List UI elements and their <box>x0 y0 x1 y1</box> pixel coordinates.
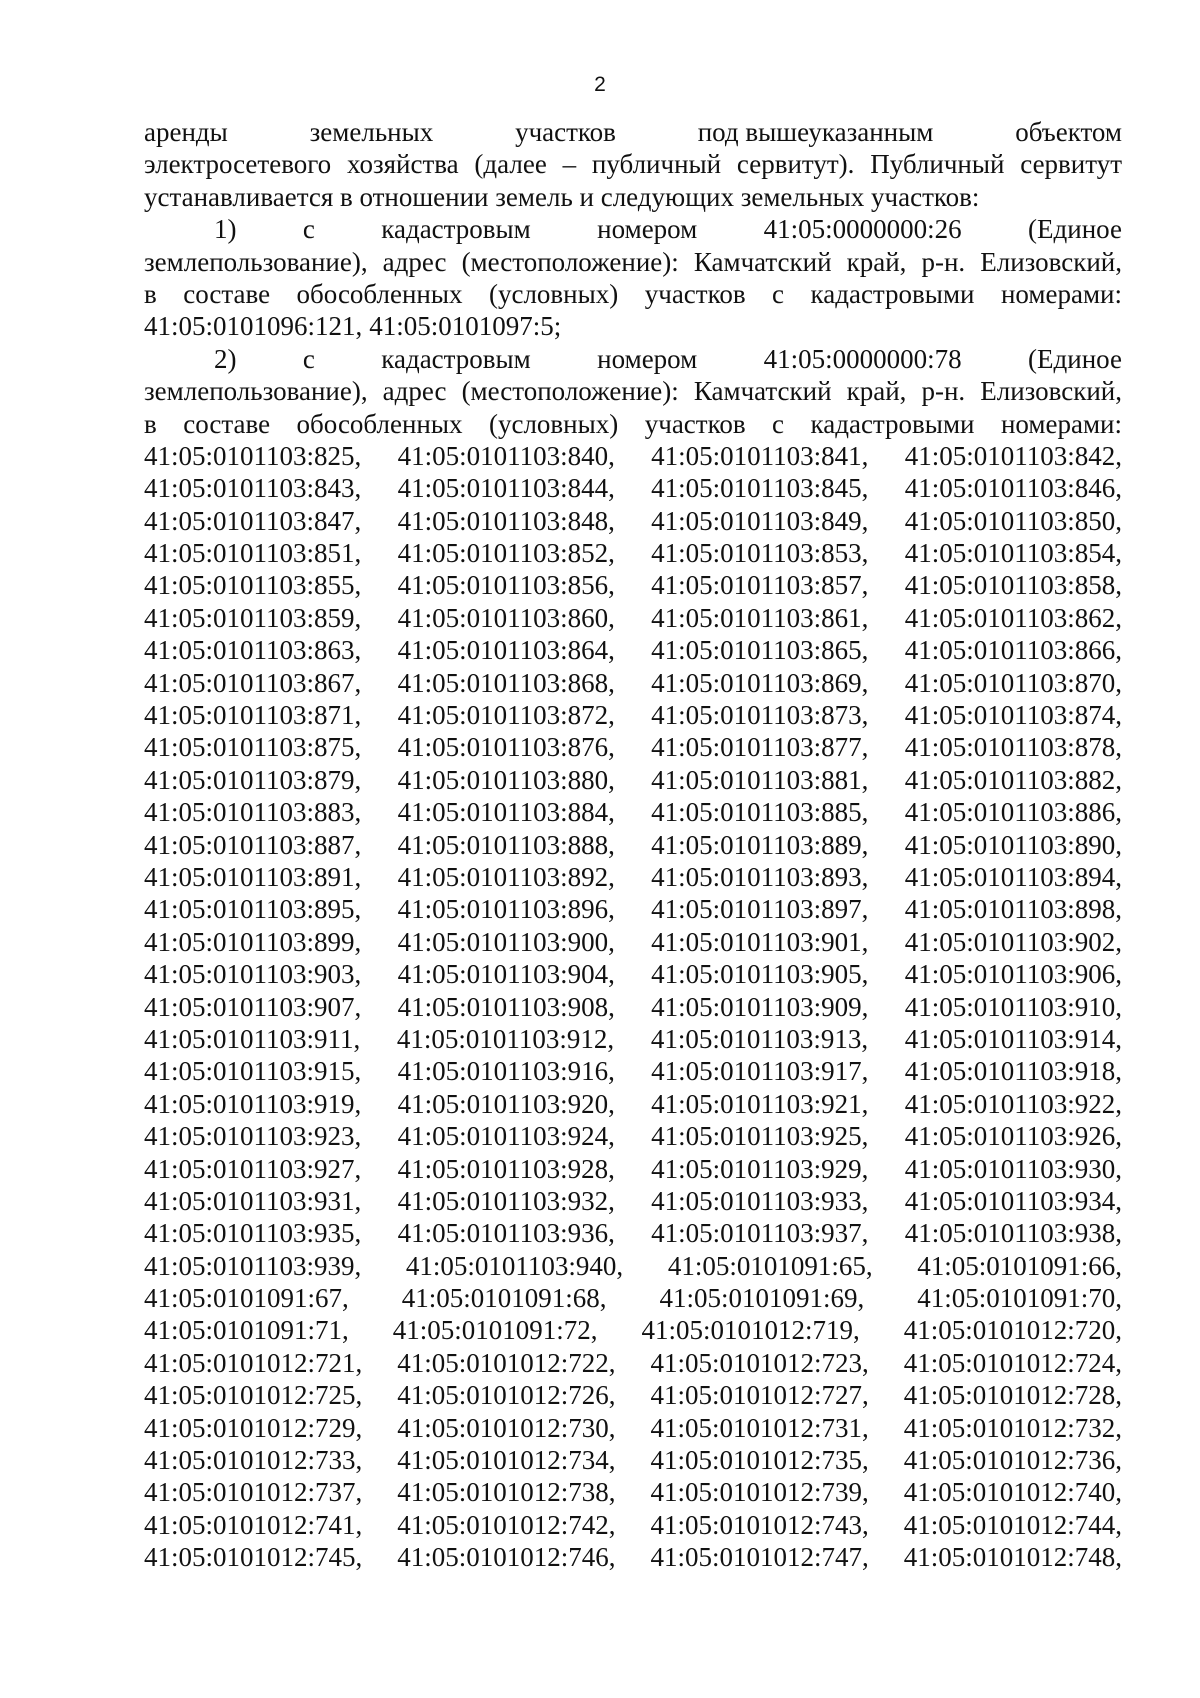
word: с <box>302 343 315 374</box>
cadastral-number: 41:05:0101103:884, <box>397 797 615 828</box>
cadastral-number: 41:05:0101103:910, <box>904 991 1122 1022</box>
word: объектом <box>1015 117 1122 147</box>
cadastral-number: 41:05:0101103:940, <box>405 1250 624 1281</box>
cadastral-row <box>144 1055 1122 1087</box>
cadastral-row <box>144 1250 1122 1282</box>
cadastral-number: 41:05:0101103:855, <box>144 570 362 601</box>
cadastral-number: 41:05:0101103:919, <box>144 1088 362 1119</box>
cadastral-number: 41:05:0101103:854, <box>904 538 1122 569</box>
cadastral-row <box>144 1444 1122 1476</box>
cadastral-number: 41:05:0101103:890, <box>904 829 1122 860</box>
cadastral-number: 41:05:0101103:858, <box>904 570 1122 601</box>
item-number: 2) <box>214 343 237 374</box>
item-1-head <box>144 213 1122 245</box>
cadastral-number: 41:05:0101012:728, <box>903 1380 1122 1411</box>
cadastral-number: 41:05:0101012:737, <box>144 1477 363 1508</box>
cadastral-number: 41:05:0101103:881, <box>651 764 869 795</box>
word: (Единое <box>1028 343 1122 374</box>
cadastral-row <box>144 1153 1122 1185</box>
cadastral-number: 41:05:0101012:735, <box>650 1445 869 1476</box>
cadastral-row <box>144 667 1122 699</box>
word: (Единое <box>1028 214 1122 245</box>
cadastral-row <box>144 440 1122 472</box>
cadastral-number: 41:05:0101091:72, <box>392 1315 598 1346</box>
cadastral-row <box>144 1314 1122 1346</box>
cadastral-number: 41:05:0101012:739, <box>650 1477 869 1508</box>
word: аренды <box>144 117 228 147</box>
cadastral-number: 41:05:0101103:920, <box>397 1088 615 1119</box>
cadastral-number: 41:05:0101103:934, <box>904 1185 1122 1216</box>
cadastral-row <box>144 537 1122 569</box>
cadastral-row <box>144 764 1122 796</box>
cadastral-number: 41:05:0101103:880, <box>397 764 615 795</box>
cadastral-number: 41:05:0101103:896, <box>397 894 615 925</box>
cadastral-number: 41:05:0101103:891, <box>144 861 362 892</box>
cadastral-number: 41:05:0000000:26 <box>763 214 962 245</box>
cadastral-number: 41:05:0101012:724, <box>903 1347 1122 1378</box>
cadastral-number: 41:05:0101103:843, <box>144 473 362 504</box>
cadastral-number: 41:05:0101012:719, <box>641 1315 860 1346</box>
cadastral-row <box>144 1185 1122 1217</box>
cadastral-number: 41:05:0101103:918, <box>904 1056 1122 1087</box>
cadastral-number: 41:05:0101103:865, <box>651 635 869 666</box>
cadastral-row <box>144 796 1122 828</box>
cadastral-number: 41:05:0101103:859, <box>144 602 362 633</box>
text: устанавливается в отношении земель и следующих земельных участков: <box>144 181 980 212</box>
item-2-composition: в составе обособленных (условных) участков с кадастровыми номерами: <box>144 408 1122 439</box>
cadastral-number: 41:05:0101103:846, <box>904 473 1122 504</box>
cadastral-number: 41:05:0101103:888, <box>397 829 615 860</box>
cadastral-number: 41:05:0101103:915, <box>144 1056 362 1087</box>
cadastral-number: 41:05:0101103:877, <box>651 732 869 763</box>
cadastral-number: 41:05:0000000:78 <box>763 343 962 374</box>
cadastral-number: 41:05:0101103:911, <box>144 1023 361 1054</box>
word: с <box>302 214 315 245</box>
cadastral-number: 41:05:0101103:908, <box>397 991 615 1022</box>
cadastral-number: 41:05:0101012:730, <box>397 1412 616 1443</box>
cadastral-number: 41:05:0101091:67, <box>144 1283 349 1314</box>
cadastral-number: 41:05:0101103:897, <box>651 894 869 925</box>
cadastral-number: 41:05:0101103:927, <box>144 1153 362 1184</box>
cadastral-number: 41:05:0101097:5; <box>369 311 562 342</box>
cadastral-number: 41:05:0101103:887, <box>144 829 362 860</box>
cadastral-number: 41:05:0101091:68, <box>401 1283 607 1314</box>
cadastral-number: 41:05:0101103:883, <box>144 797 362 828</box>
cadastral-row <box>144 1282 1122 1314</box>
cadastral-number: 41:05:0101103:923, <box>144 1121 362 1152</box>
cadastral-number: 41:05:0101012:745, <box>144 1542 363 1573</box>
cadastral-number: 41:05:0101012:733, <box>144 1445 363 1476</box>
cadastral-number: 41:05:0101012:747, <box>650 1542 869 1573</box>
cadastral-row <box>144 472 1122 504</box>
word: кадастровым <box>381 343 531 374</box>
cadastral-row <box>144 926 1122 958</box>
cadastral-number: 41:05:0101103:861, <box>651 602 869 633</box>
cadastral-number: 41:05:0101103:901, <box>651 926 869 957</box>
page-number: 2 <box>594 73 606 96</box>
cadastral-number: 41:05:0101103:902, <box>904 926 1122 957</box>
cadastral-number: 41:05:0101103:847, <box>144 505 362 536</box>
cadastral-number: 41:05:0101103:844, <box>397 473 615 504</box>
document-body <box>144 116 1122 1574</box>
cadastral-number: 41:05:0101103:928, <box>397 1153 615 1184</box>
cadastral-number: 41:05:0101103:935, <box>144 1218 362 1249</box>
cadastral-number: 41:05:0101103:849, <box>651 505 869 536</box>
cadastral-number: 41:05:0101103:853, <box>651 538 869 569</box>
cadastral-number: 41:05:0101103:900, <box>397 926 615 957</box>
cadastral-number: 41:05:0101103:866, <box>904 635 1122 666</box>
cadastral-number: 41:05:0101091:65, <box>667 1250 873 1281</box>
cadastral-number: 41:05:0101012:723, <box>650 1347 869 1378</box>
cadastral-row <box>144 991 1122 1023</box>
cadastral-row <box>144 958 1122 990</box>
cadastral-row <box>144 1476 1122 1508</box>
cadastral-number: 41:05:0101103:892, <box>397 861 615 892</box>
cadastral-number: 41:05:0101103:860, <box>397 602 615 633</box>
word: земельных <box>309 117 434 147</box>
cadastral-number: 41:05:0101103:868, <box>397 667 615 698</box>
cadastral-number: 41:05:0101103:893, <box>651 861 869 892</box>
cadastral-number: 41:05:0101012:744, <box>903 1509 1122 1540</box>
cadastral-number: 41:05:0101103:894, <box>904 861 1122 892</box>
cadastral-number: 41:05:0101103:921, <box>651 1088 869 1119</box>
cadastral-number: 41:05:0101103:867, <box>144 667 362 698</box>
item-number: 1) <box>214 214 237 245</box>
cadastral-number: 41:05:0101103:937, <box>651 1218 869 1249</box>
cadastral-number: 41:05:0101103:848, <box>397 505 615 536</box>
cadastral-number: 41:05:0101012:722, <box>397 1347 616 1378</box>
cadastral-row <box>144 1509 1122 1541</box>
cadastral-row <box>144 731 1122 763</box>
cadastral-number: 41:05:0101103:938, <box>904 1218 1122 1249</box>
cadastral-number: 41:05:0101012:726, <box>397 1380 616 1411</box>
cadastral-number: 41:05:0101103:932, <box>397 1185 615 1216</box>
cadastral-number: 41:05:0101103:857, <box>651 570 869 601</box>
cadastral-number-list <box>144 440 1122 1574</box>
cadastral-row <box>144 1088 1122 1120</box>
cadastral-number: 41:05:0101103:936, <box>397 1218 615 1249</box>
cadastral-row <box>144 1217 1122 1249</box>
cadastral-number: 41:05:0101012:720, <box>903 1315 1122 1346</box>
intro-line-1 <box>144 116 1122 148</box>
cadastral-row <box>144 829 1122 861</box>
cadastral-number: 41:05:0101103:856, <box>397 570 615 601</box>
item-1-numbers <box>144 310 1122 342</box>
word: кадастровым <box>381 214 531 245</box>
cadastral-number: 41:05:0101103:924, <box>397 1121 615 1152</box>
cadastral-number: 41:05:0101012:738, <box>397 1477 616 1508</box>
cadastral-row <box>144 699 1122 731</box>
cadastral-row <box>144 505 1122 537</box>
cadastral-row <box>144 1541 1122 1573</box>
item-2-head <box>144 343 1122 375</box>
cadastral-row <box>144 1023 1122 1055</box>
item-1-composition: в составе обособленных (условных) участков с кадастровыми номерами: <box>144 278 1122 309</box>
cadastral-number: 41:05:0101103:903, <box>144 959 362 990</box>
cadastral-number: 41:05:0101103:899, <box>144 926 362 957</box>
cadastral-number: 41:05:0101012:742, <box>397 1509 616 1540</box>
cadastral-number: 41:05:0101012:732, <box>903 1412 1122 1443</box>
cadastral-number: 41:05:0101103:922, <box>904 1088 1122 1119</box>
cadastral-row <box>144 1412 1122 1444</box>
cadastral-number: 41:05:0101103:873, <box>651 700 869 731</box>
cadastral-number: 41:05:0101091:66, <box>917 1250 1122 1281</box>
cadastral-number: 41:05:0101103:907, <box>144 991 362 1022</box>
cadastral-number: 41:05:0101103:916, <box>397 1056 615 1087</box>
word: номером <box>597 343 698 374</box>
cadastral-number: 41:05:0101103:841, <box>651 440 869 471</box>
cadastral-number: 41:05:0101103:929, <box>651 1153 869 1184</box>
cadastral-number: 41:05:0101012:731, <box>650 1412 869 1443</box>
cadastral-number: 41:05:0101103:882, <box>904 764 1122 795</box>
cadastral-number: 41:05:0101103:886, <box>904 797 1122 828</box>
cadastral-number: 41:05:0101103:862, <box>904 602 1122 633</box>
word: участков <box>515 117 616 147</box>
cadastral-row <box>144 634 1122 666</box>
cadastral-row <box>144 602 1122 634</box>
cadastral-number: 41:05:0101103:863, <box>144 635 362 666</box>
cadastral-number: 41:05:0101091:70, <box>917 1283 1122 1314</box>
cadastral-number: 41:05:0101103:851, <box>144 538 362 569</box>
cadastral-number: 41:05:0101012:746, <box>397 1542 616 1573</box>
cadastral-row <box>144 569 1122 601</box>
cadastral-number: 41:05:0101103:869, <box>651 667 869 698</box>
cadastral-number: 41:05:0101103:842, <box>904 440 1122 471</box>
cadastral-number: 41:05:0101012:741, <box>144 1509 363 1540</box>
cadastral-number: 41:05:0101103:898, <box>904 894 1122 925</box>
cadastral-number: 41:05:0101103:912, <box>396 1023 615 1054</box>
word: номером <box>597 214 698 245</box>
intro-line-2: электросетевого хозяйства (далее – публичный сервитут). Публичный сервитут <box>144 149 1122 180</box>
cadastral-number: 41:05:0101103:926, <box>904 1121 1122 1152</box>
cadastral-number: 41:05:0101103:895, <box>144 894 362 925</box>
word: под вышеуказанным <box>697 117 934 147</box>
cadastral-number: 41:05:0101103:930, <box>904 1153 1122 1184</box>
cadastral-number: 41:05:0101103:845, <box>651 473 869 504</box>
cadastral-number: 41:05:0101012:748, <box>903 1542 1122 1573</box>
cadastral-row <box>144 893 1122 925</box>
cadastral-row <box>144 861 1122 893</box>
cadastral-number: 41:05:0101103:885, <box>651 797 869 828</box>
cadastral-row <box>144 1379 1122 1411</box>
cadastral-number: 41:05:0101103:939, <box>144 1250 362 1281</box>
cadastral-number: 41:05:0101103:870, <box>904 667 1122 698</box>
cadastral-number: 41:05:0101012:740, <box>903 1477 1122 1508</box>
cadastral-number: 41:05:0101103:840, <box>397 440 615 471</box>
cadastral-row <box>144 1120 1122 1152</box>
cadastral-number: 41:05:0101091:69, <box>659 1283 865 1314</box>
cadastral-number: 41:05:0101103:904, <box>397 959 615 990</box>
cadastral-number: 41:05:0101103:917, <box>651 1056 869 1087</box>
cadastral-number: 41:05:0101012:734, <box>397 1445 616 1476</box>
cadastral-number: 41:05:0101103:874, <box>904 700 1122 731</box>
cadastral-number: 41:05:0101012:736, <box>903 1445 1122 1476</box>
cadastral-number: 41:05:0101012:729, <box>144 1412 363 1443</box>
cadastral-number: 41:05:0101103:876, <box>397 732 615 763</box>
item-2-address: землепользование), адрес (местоположение): Камчатский край, р-н. Елизовский, <box>144 376 1122 407</box>
cadastral-number: 41:05:0101103:913, <box>650 1023 869 1054</box>
cadastral-number: 41:05:0101103:871, <box>144 700 362 731</box>
cadastral-number: 41:05:0101012:725, <box>144 1380 363 1411</box>
cadastral-row <box>144 1347 1122 1379</box>
cadastral-number: 41:05:0101103:850, <box>904 505 1122 536</box>
cadastral-number: 41:05:0101103:872, <box>397 700 615 731</box>
cadastral-number: 41:05:0101103:914, <box>904 1023 1122 1054</box>
cadastral-number: 41:05:0101103:925, <box>651 1121 869 1152</box>
cadastral-number: 41:05:0101103:933, <box>651 1185 869 1216</box>
cadastral-number: 41:05:0101103:905, <box>651 959 869 990</box>
item-1-address: землепользование), адрес (местоположение): Камчатский край, р-н. Елизовский, <box>144 246 1122 277</box>
cadastral-number: 41:05:0101012:743, <box>650 1509 869 1540</box>
cadastral-number: 41:05:0101103:879, <box>144 764 362 795</box>
cadastral-number: 41:05:0101096:121, <box>144 311 363 342</box>
cadastral-number: 41:05:0101012:727, <box>650 1380 869 1411</box>
cadastral-number: 41:05:0101091:71, <box>144 1315 349 1346</box>
cadastral-number: 41:05:0101103:875, <box>144 732 362 763</box>
cadastral-number: 41:05:0101103:825, <box>144 440 362 471</box>
intro-line-3 <box>144 181 1122 213</box>
cadastral-number: 41:05:0101103:864, <box>397 635 615 666</box>
cadastral-number: 41:05:0101103:852, <box>397 538 615 569</box>
cadastral-number: 41:05:0101103:931, <box>144 1185 362 1216</box>
cadastral-number: 41:05:0101103:906, <box>904 959 1122 990</box>
cadastral-number: 41:05:0101103:878, <box>904 732 1122 763</box>
cadastral-number: 41:05:0101103:889, <box>651 829 869 860</box>
cadastral-number: 41:05:0101103:909, <box>651 991 869 1022</box>
cadastral-number: 41:05:0101012:721, <box>144 1347 363 1378</box>
